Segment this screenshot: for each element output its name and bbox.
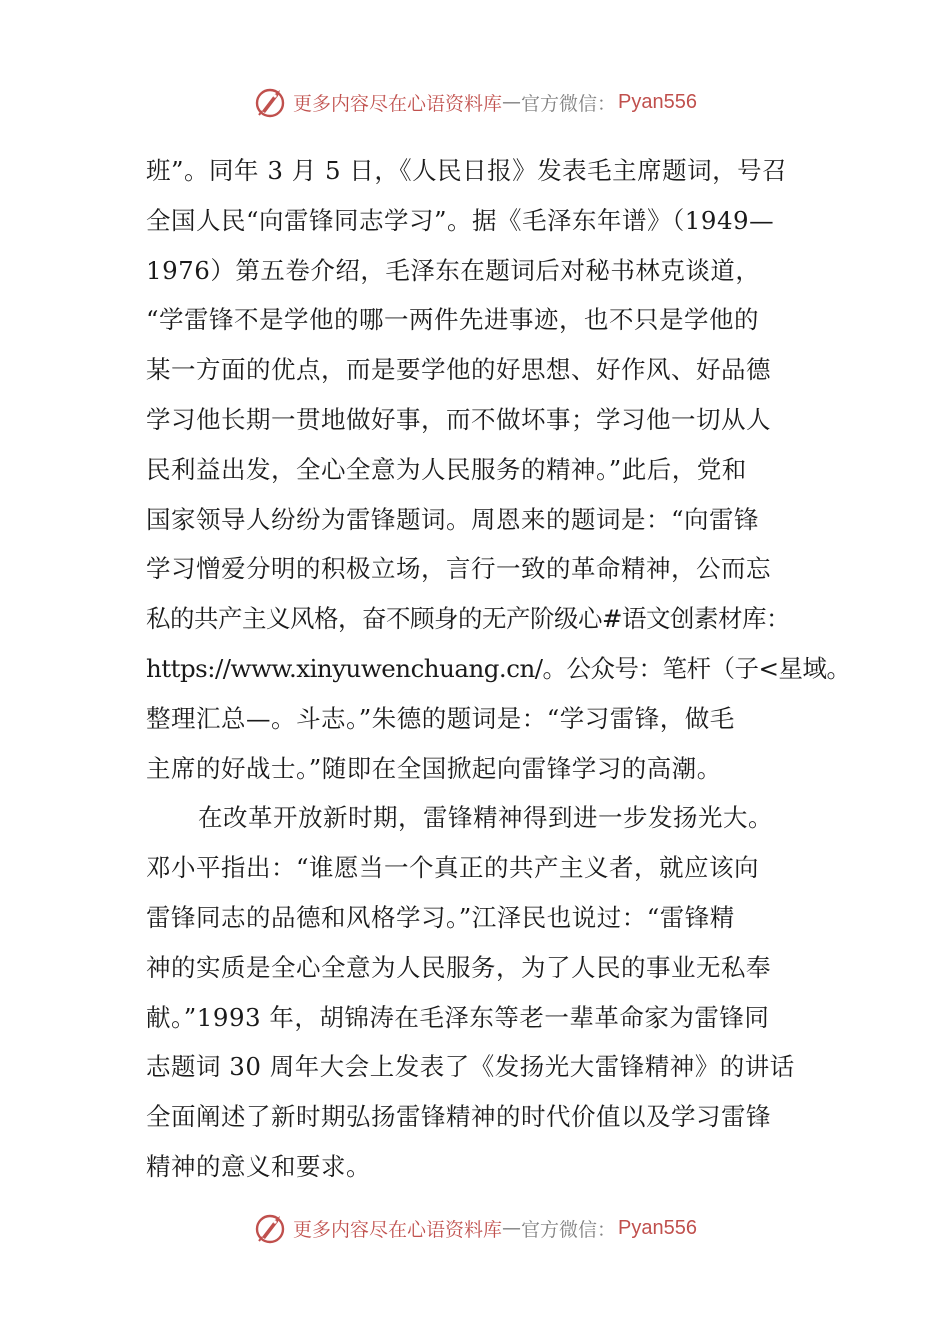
document-body bbox=[146, 146, 851, 1192]
text-line: 民利益出发，全心全意为人民服务的精神。”此后，党和 bbox=[146, 454, 747, 484]
text-line-url: https://www.xinyuwenchuang.cn/。公众号：笔杆（子<星域。 bbox=[146, 653, 851, 683]
text-line: 志题词 30 周年大会上发表了《发扬光大雷锋精神》的讲话 bbox=[146, 1052, 795, 1082]
pen-nib-logo-icon bbox=[253, 84, 289, 120]
text-line: 雷锋同志的品德和风格学习。”江泽民也说过：“雷锋精 bbox=[146, 902, 735, 932]
text-line: 学习憎爱分明的积极立场，言行一致的革命精神，公而忘 bbox=[146, 554, 771, 584]
text-line: 学习他长期一贯地做好事，而不做坏事；学习他一切从人 bbox=[146, 404, 771, 434]
banner-wechat-id: Pyan556 bbox=[618, 90, 697, 113]
paragraph-start-line: 在改革开放新时期，雷锋精神得到进一步发扬光大。 bbox=[198, 803, 773, 833]
text-line: 全面阐述了新时期弘扬雷锋精神的时代价值以及学习雷锋 bbox=[146, 1102, 771, 1132]
text-line: 全国人民“向雷锋同志学习”。据《毛泽东年谱》（1949— bbox=[146, 205, 775, 235]
text-line: 主席的好战士。”随即在全国掀起向雷锋学习的高潮。 bbox=[146, 753, 722, 783]
footer-banner bbox=[0, 1208, 950, 1248]
text-line: 某一方面的优点，而是要学他的好思想、好作风、好品德 bbox=[146, 355, 771, 385]
text-line: 精神的意义和要求。 bbox=[146, 1151, 371, 1181]
banner-separator: — bbox=[502, 91, 522, 113]
text-line: 整理汇总—。斗志。”朱德的题词是：“学习雷锋，做毛 bbox=[146, 703, 735, 733]
banner-main-text: 更多内容尽在心语资料库 bbox=[293, 92, 503, 115]
pen-nib-logo-icon bbox=[253, 1210, 289, 1246]
banner-main-text: 更多内容尽在心语资料库 bbox=[293, 1218, 503, 1241]
text-line: 1976）第五卷介绍，毛泽东在题词后对秘书林克谈道， bbox=[146, 255, 761, 285]
banner-wechat-id: Pyan556 bbox=[618, 1216, 697, 1239]
text-line: 班”。同年 3 月 5 日，《人民日报》发表毛主席题词，号召 bbox=[146, 156, 788, 185]
header-banner bbox=[0, 82, 950, 122]
text-line: 国家领导人纷纷为雷锋题词。周恩来的题词是：“向雷锋 bbox=[146, 504, 760, 534]
text-line: “学雷锋不是学他的哪一两件先进事迹，也不只是学他的 bbox=[146, 305, 760, 335]
banner-wechat-label: 官方微信： bbox=[521, 92, 617, 115]
text-line: 神的实质是全心全意为人民服务，为了人民的事业无私奉 bbox=[146, 952, 771, 982]
text-line: 邓小平指出：“谁愿当一个真正的共产主义者，就应该向 bbox=[146, 853, 760, 883]
text-line: 献。”1993 年，胡锦涛在毛泽东等老一辈革命家为雷锋同 bbox=[146, 1002, 770, 1032]
text-line: 私的共产主义风格，奋不顾身的无产阶级心#语文创素材库： bbox=[146, 604, 791, 634]
banner-separator: — bbox=[502, 1217, 522, 1239]
banner-wechat-label: 官方微信： bbox=[521, 1218, 617, 1241]
